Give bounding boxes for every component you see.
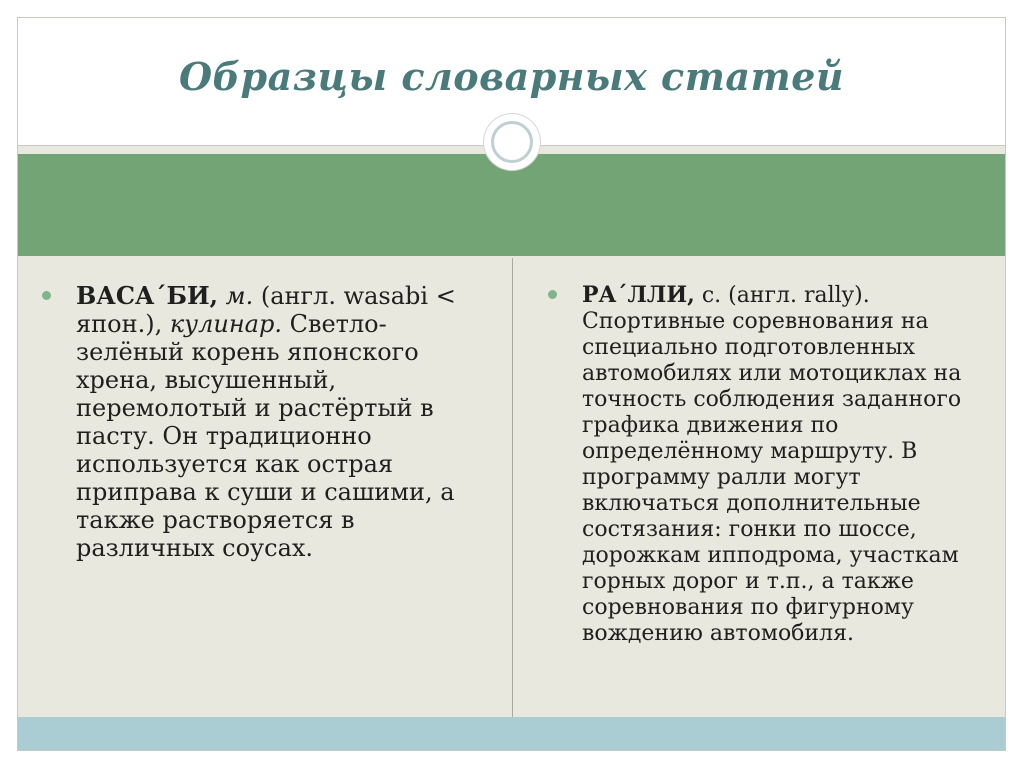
- entry-headword: РА´ЛЛИ,: [582, 282, 695, 308]
- slide-title: Образцы словарных статей: [178, 54, 845, 99]
- entry-grammar: м.: [225, 282, 254, 310]
- bullet-icon: [548, 290, 557, 299]
- entry-wasabi: [42, 282, 484, 562]
- entry-rally: [548, 282, 988, 647]
- bullet-icon: [42, 291, 51, 300]
- entry-label: кулинар.: [169, 310, 282, 338]
- bottom-band: [18, 717, 1005, 751]
- entry-text: [42, 282, 484, 562]
- column-divider: [512, 258, 513, 718]
- entry-etymology: (англ. wasabi < япон.),: [76, 282, 456, 338]
- entry-headword: ВАСА´БИ,: [76, 281, 219, 310]
- entry-definition: Спортивные соревнования на специально подготовленных автомобилях или мотоциклах на точность соблюдения заданного графика движения по определённому маршруту. В программу ралли могут включаться дополнительные состязания: гонки по шоссе, дорожкам ипподрома, участкам горных дорог и т.п., а также соревнования по фигурному вождению автомобиля.: [582, 309, 962, 646]
- circle-ornament-icon: [484, 114, 540, 170]
- entry-grammar: с. (англ. rally).: [694, 283, 870, 308]
- entry-text: [548, 282, 988, 647]
- slide: [17, 17, 1006, 751]
- entry-definition: Светло-зелёный корень японского хрена, высушенный, перемолотый и растёртый в пасту. Он традиционно используется как острая приправа к суши и сашими, а также растворяется в различных соусах.: [76, 310, 455, 562]
